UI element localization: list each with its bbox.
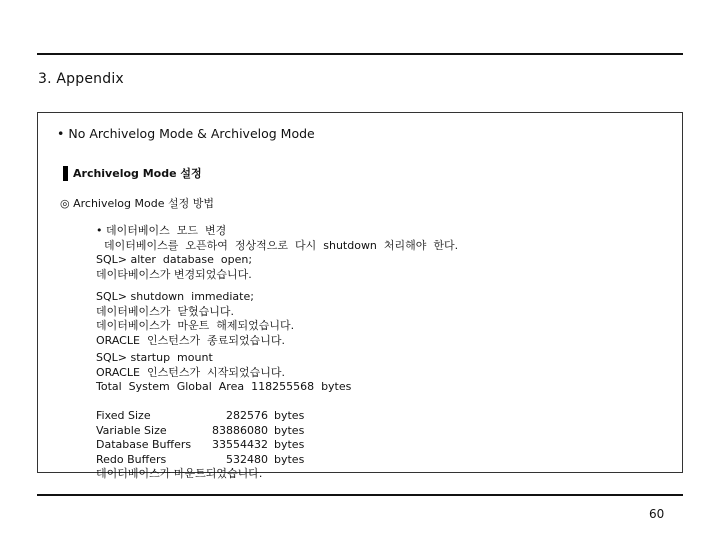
block-line: Total System Global Area 118255568 bytes [96,380,352,393]
subheading: Archivelog Mode 설정 [63,166,202,181]
block-line: ORACLE 인스턴스가 시작되었습니다. [96,365,285,379]
block-line: 데이터베이스가 닫혔습니다. [96,304,235,318]
spec-value: 83886080 [212,423,268,437]
bottom-divider [37,494,683,496]
box-heading: • No Archivelog Mode & Archivelog Mode [57,126,315,141]
page-number: 60 [649,507,665,521]
mode-change-block [96,224,458,282]
spec-unit: bytes [274,452,305,466]
spec-row [96,438,304,453]
spec-value: 282576 [226,409,268,422]
spec-value: 532480 [226,452,268,466]
block-line: 데이타베이스가 변경되었습니다. [96,267,252,281]
spec-value: 33554432 [212,438,268,451]
memory-specs [96,409,304,482]
shutdown-block [96,290,294,348]
section-title: 3. Appendix [38,71,124,87]
spec-unit: bytes [274,423,305,437]
spec-row [96,409,304,424]
block-line: • 데이터베이스 모드 변경 [96,224,227,237]
block-line: 데이터베이스가 마운트 해제되었습니다. [96,319,295,332]
block-line: SQL> shutdown immediate; [96,290,254,303]
spec-row [96,424,304,439]
startup-block [96,351,351,395]
spec-row [96,453,304,468]
spec-name: Database Buffers [96,438,192,451]
spec-name: Fixed Size [96,409,151,422]
closing-line: 데이터베이스가 마운트되었습니다. [96,467,263,480]
top-divider [37,53,683,55]
spec-unit: bytes [274,409,305,422]
method-heading: ◎ Archivelog Mode 설정 방법 [60,197,214,210]
content-box [37,112,683,480]
spec-name: Variable Size [96,423,167,437]
block-line: 데이터베이스를 오픈하여 정상적으로 다시 shutdown 처리해야 한다. [104,238,459,252]
block-line: ORACLE 인스턴스가 종료되었습니다. [96,333,285,347]
spec-unit: bytes [274,438,305,451]
block-line: SQL> startup mount [96,351,213,364]
spec-name: Redo Buffers [96,452,167,466]
block-line: SQL> alter database open; [96,253,253,266]
